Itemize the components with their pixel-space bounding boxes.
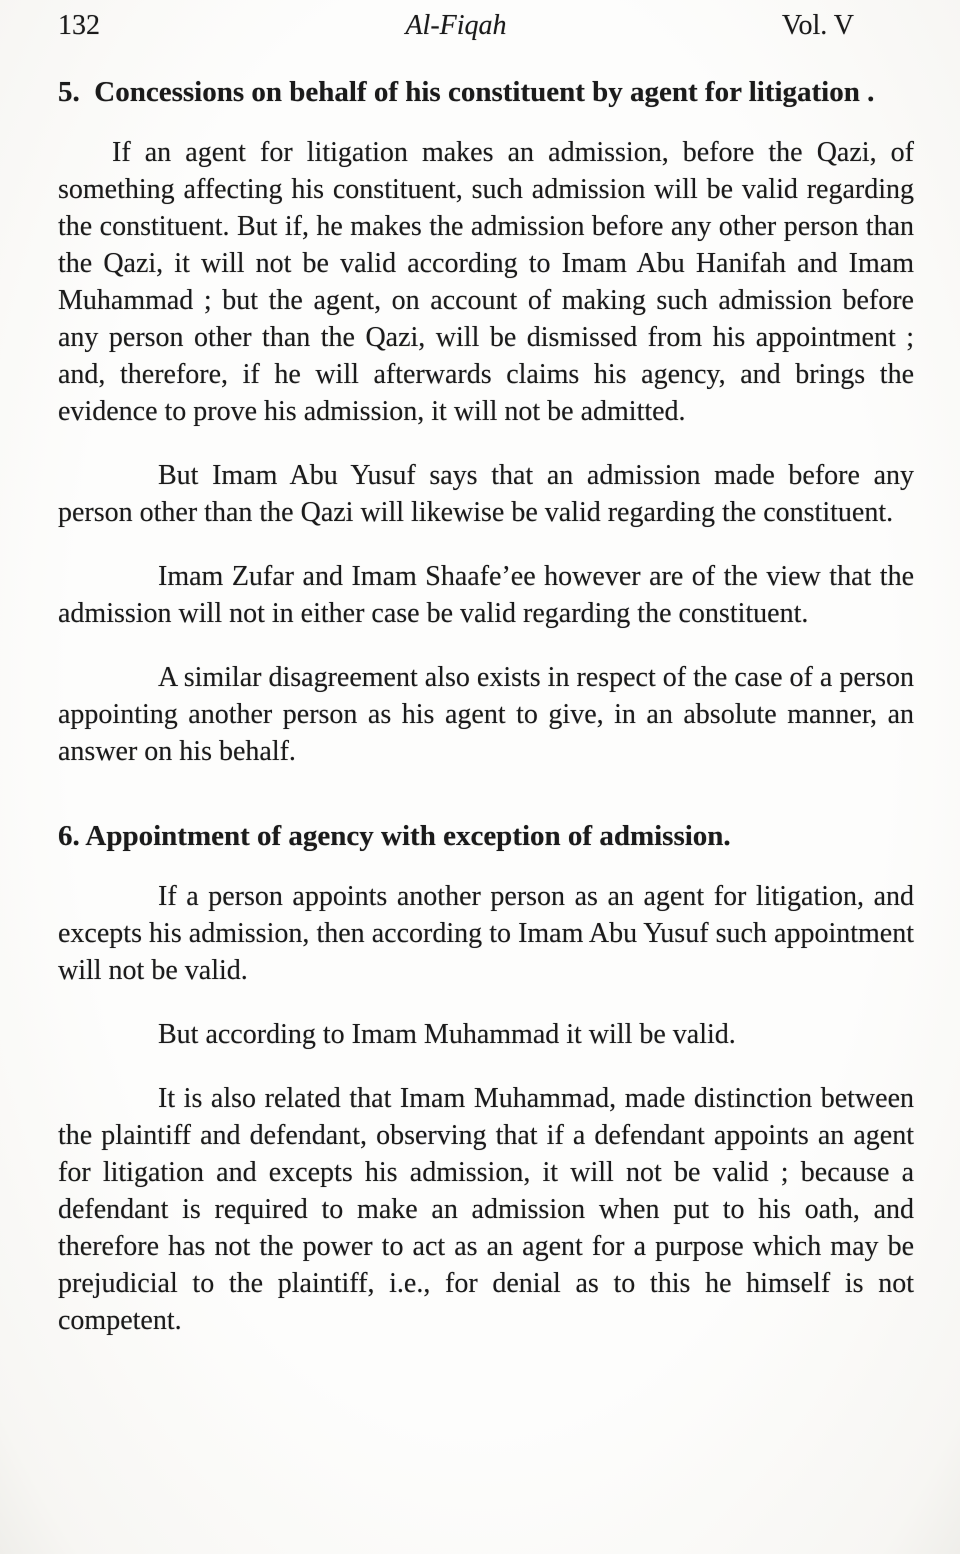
book-title: Al-Fiqah xyxy=(405,10,507,41)
page-header xyxy=(58,8,914,44)
section-6-heading: 6. Appointment of agency with exception of admission. xyxy=(58,820,731,852)
section-6-paragraph-3: It is also related that Imam Muhammad, made distinction between the plaintiff and defendant, observing that if a defendant appoints an agent for litigation and excepts his admission, it will not be valid ; because a defendant is required to make an admission when put to his oath, and therefore has not the power to act as an agent for a purpose which may be prejudicial to the plaintiff, i.e., for denial as to this he himself is not competent. xyxy=(58,1083,914,1336)
section-5-paragraph-1: If an agent for litigation makes an admission, before the Qazi, of something affecting his constituent, such admission will be valid regarding the constituent. But if, he makes the admission before any other person than the Qazi, it will not be valid according to Imam Abu Hanifah and Imam Muhammad ; but the agent, on account of making such admission before any person other than the Qazi, will be dismissed from his appointment ; and, therefore, if he will afterwards claims his agency, and brings the evidence to prove his admission, it will not be admitted. xyxy=(58,137,914,427)
section-5-heading: 5. Concessions on behalf of his constituent by agent for litigation . xyxy=(58,76,875,108)
volume-label: Vol. V xyxy=(781,10,854,41)
section-6-paragraph-1: If a person appoints another person as an agent for litigation, and excepts his admission, then according to Imam Abu Yusuf such appointment will not be valid. xyxy=(58,881,914,986)
section-6-paragraph-2: But according to Imam Muhammad it will be valid. xyxy=(158,1019,736,1050)
section-5-paragraph-3: Imam Zufar and Imam Shaafe’ee however are of the view that the admission will not in either case be valid regarding the constituent. xyxy=(58,561,914,629)
page-number: 132 xyxy=(58,10,100,41)
section-5-paragraph-4: A similar disagreement also exists in respect of the case of a person appointing another person as his agent to give, in an absolute manner, an answer on his behalf. xyxy=(58,662,914,767)
section-5-paragraph-2: But Imam Abu Yusuf says that an admission made before any person other than the Qazi will likewise be valid regarding the constituent. xyxy=(58,460,914,528)
